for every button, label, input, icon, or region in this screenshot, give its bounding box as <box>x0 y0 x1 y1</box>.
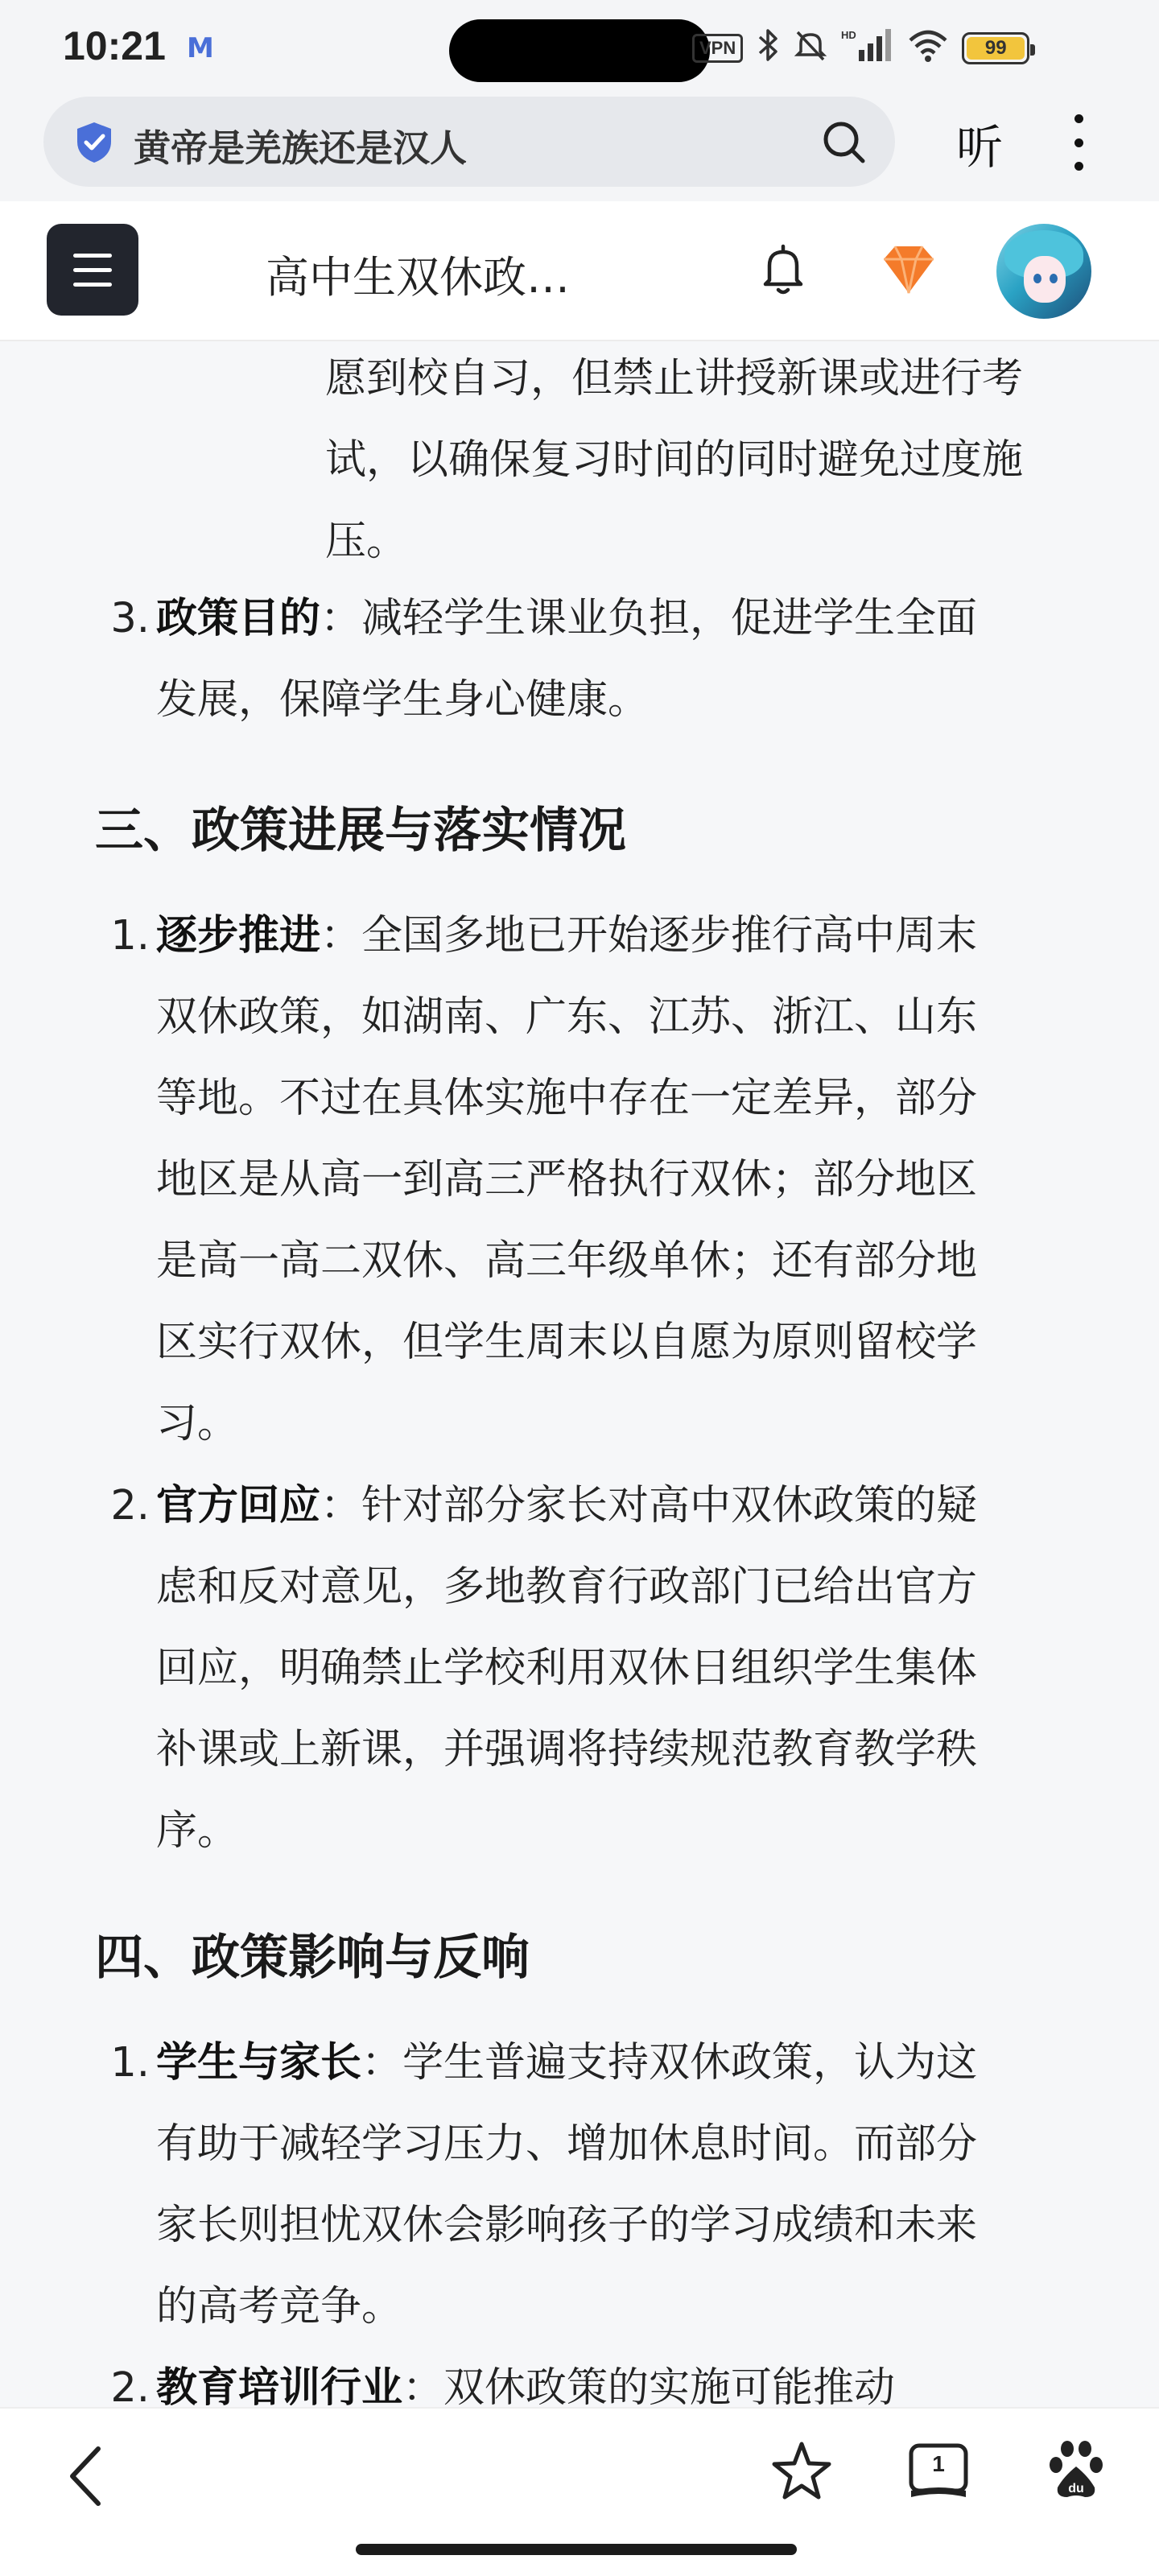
list-number: 3. <box>110 595 150 642</box>
vpn-icon: VPN <box>692 34 743 63</box>
signal-hd-label: HD <box>841 28 857 41</box>
baidu-paw-icon[interactable] <box>1041 2436 1111 2505</box>
continued-paragraph: 愿到校自习，但禁止讲授新课或进行考试，以确保复习时间的同时避免过度施压。 <box>325 355 1024 565</box>
list-number: 2. <box>110 1482 150 1530</box>
bell-icon[interactable] <box>753 240 813 299</box>
wifi-icon <box>907 27 949 70</box>
list-text <box>156 2022 1017 2347</box>
status-icons <box>692 24 1029 72</box>
battery-icon <box>962 32 1029 64</box>
browser-search-row <box>0 97 1159 201</box>
list-text <box>156 2347 1017 2407</box>
list-term: 官方回应 <box>156 1482 321 1530</box>
shield-icon <box>74 121 114 164</box>
svg-text:du: du <box>1068 2482 1084 2496</box>
battery-level: 99 <box>984 37 1007 59</box>
list-term: 逐步推进 <box>156 912 321 960</box>
list-term: 学生与家长 <box>156 2039 362 2087</box>
signal-icon <box>841 27 894 70</box>
listen-button[interactable]: 听 <box>956 120 1004 175</box>
list-description: ：全国多地已开始逐步推行高中周末双休政策，如湖南、广东、江苏、浙江、山东等地。不过在具体实施中存在一定差异，部分地区是从高一到高三严格执行双休；部分地区是高一高二双休、高三年级单休；还有部分地区实行双休，但学生周末以自愿为原则留校学习。 <box>156 912 978 1447</box>
list-description: ：减轻学生课业负担，促进学生全面发展，保障学生身心健康。 <box>156 595 978 724</box>
section-heading: 四、政策影响与反响 <box>95 1930 530 1986</box>
list-text <box>156 578 1017 741</box>
app-header <box>0 201 1159 341</box>
search-input[interactable] <box>43 97 895 187</box>
status-time: 10:21 <box>63 23 166 68</box>
section-heading: 三、政策进展与落实情况 <box>95 803 626 859</box>
mute-icon <box>793 27 828 70</box>
more-options-icon[interactable] <box>1070 114 1087 171</box>
reader-badge: 1 <box>932 2451 945 2476</box>
answer-content <box>0 341 1159 2407</box>
battery-tip <box>1030 44 1035 56</box>
camera-cutout <box>449 19 710 82</box>
reader-icon[interactable] <box>905 2438 972 2505</box>
bluetooth-icon <box>756 27 780 70</box>
list-number: 1. <box>110 2039 150 2087</box>
list-number: 2. <box>110 2364 150 2407</box>
list-text <box>156 895 1017 1464</box>
gem-icon[interactable] <box>881 243 937 296</box>
search-icon[interactable] <box>819 118 868 166</box>
home-indicator[interactable] <box>356 2544 797 2555</box>
mail-notification-icon: M <box>187 32 214 64</box>
list-description: ：针对部分家长对高中双休政策的疑虑和反对意见，多地教育行政部门已给出官方回应，明确禁止学校利用双休日组织学生集体补课或上新课，并强调将持续规范教育教学秩序。 <box>156 1482 978 1855</box>
list-term: 教育培训行业 <box>156 2364 403 2407</box>
list-description: ：学生普遍支持双休政策，认为这有助于减轻学习压力、增加休息时间。而部分家长则担忧双休会影响孩子的学习成绩和未来的高考竞争。 <box>156 2039 978 2330</box>
list-term: 政策目的 <box>156 595 321 642</box>
menu-button[interactable] <box>47 224 138 316</box>
list-description: ：双休政策的实施可能推动 <box>402 2364 896 2407</box>
page-title: 高中生双休政… <box>266 252 570 303</box>
search-query: 黄帝是羌族还是汉人 <box>134 126 467 170</box>
back-icon[interactable] <box>61 2444 109 2508</box>
bottom-navigation <box>0 2407 1159 2576</box>
avatar[interactable] <box>996 224 1091 319</box>
star-icon[interactable] <box>769 2439 834 2504</box>
status-bar <box>0 0 1159 97</box>
list-number: 1. <box>110 912 150 960</box>
list-text <box>156 1465 1017 1872</box>
